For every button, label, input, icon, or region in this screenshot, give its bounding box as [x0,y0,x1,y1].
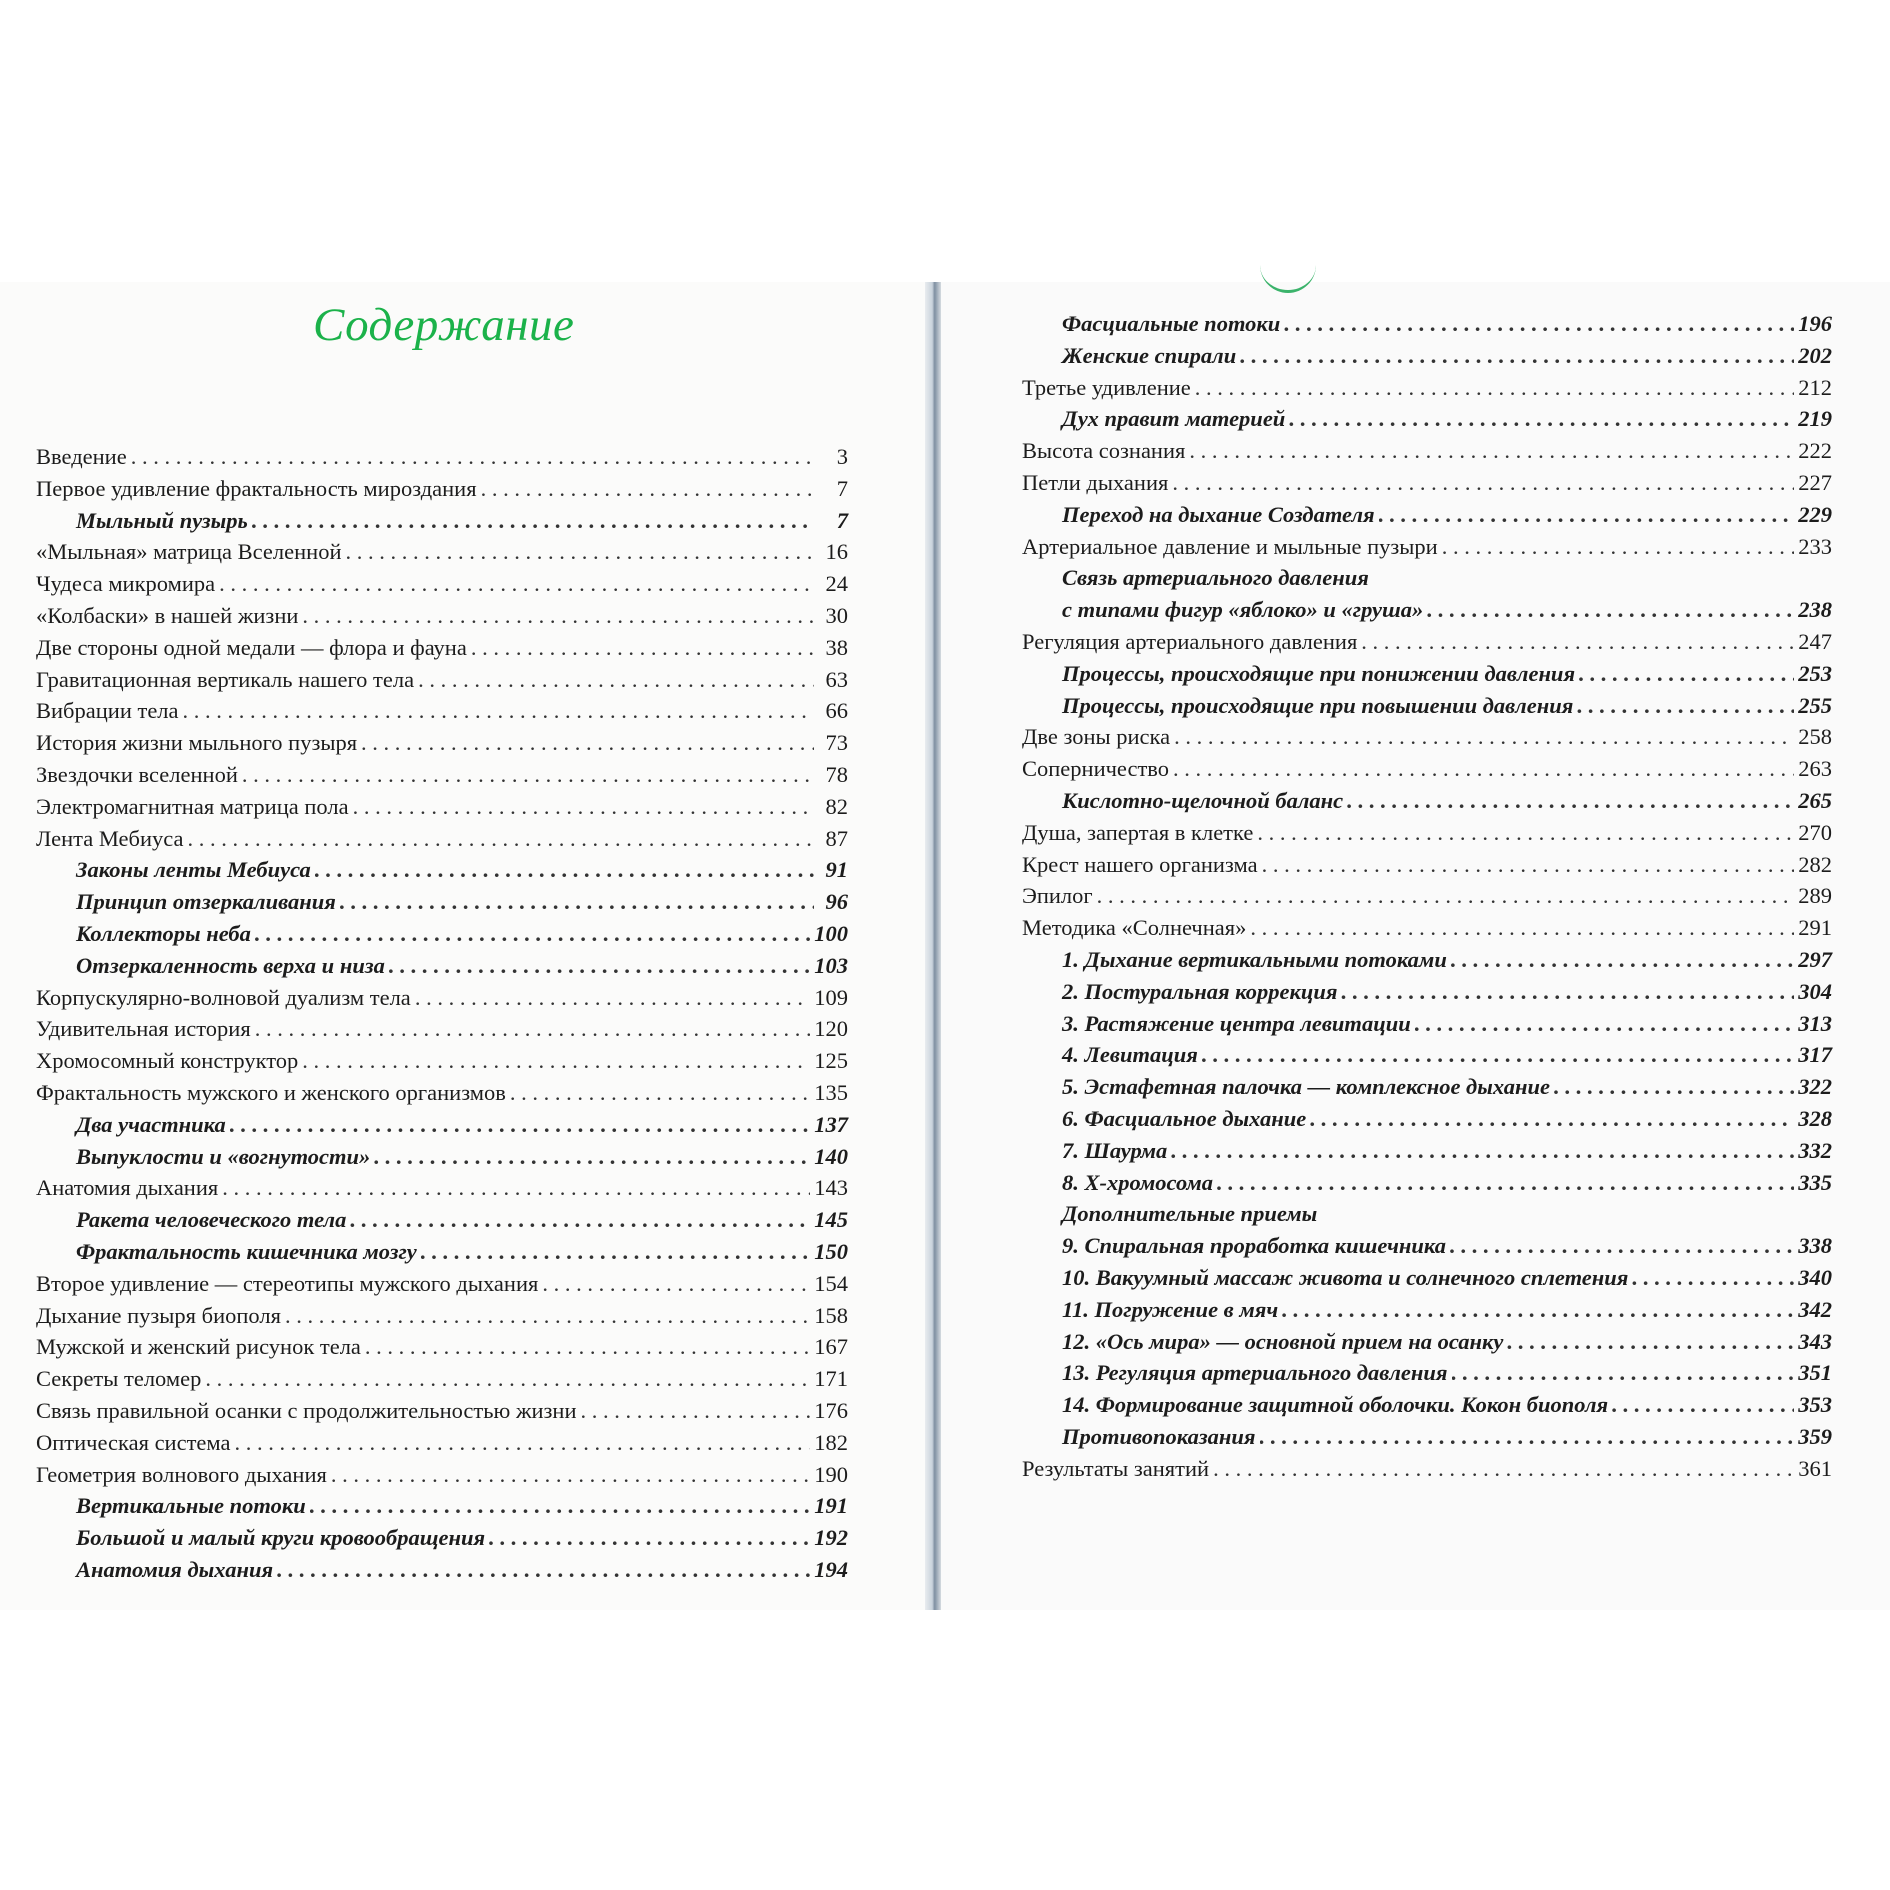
toc-leader-dots [1171,1135,1794,1167]
toc-entry-page: 335 [1798,1169,1832,1195]
toc-entry-page: 192 [814,1525,848,1551]
toc-entry-label: Анатомия дыхания [76,1556,274,1582]
toc-entry-page: 317 [1798,1042,1832,1068]
toc-entry-label: Ракета человеческого тела [76,1207,347,1233]
toc-entry-label: Эпилог [1022,883,1093,909]
toc-entry-label: Вибрации тела [36,698,179,724]
toc-entry [36,568,848,600]
toc-entry [36,886,848,918]
toc-entry-page: 270 [1798,819,1832,845]
toc-entry-page: 96 [825,889,848,915]
toc-entry-page: 233 [1798,533,1832,559]
toc-entry [1022,1262,1832,1294]
toc-entry-page: 16 [825,539,848,565]
toc-entry-label: Душа, запертая в клетке [1022,819,1254,845]
toc-entry-page: 212 [1798,374,1832,400]
toc-entry-label: Первое удивление фрактальность мироздания [36,475,477,501]
toc-entry-label: Переход на дыхание Создателя [1062,501,1375,527]
toc-entry-label: Дух правит материей [1062,406,1286,432]
toc-leader-dots [285,1300,810,1332]
toc-entry-page: 66 [825,698,848,724]
toc-leader-dots [1450,1230,1794,1262]
toc-entry-page: 351 [1798,1360,1832,1386]
toc-entry-page: 194 [814,1556,848,1582]
toc-leader-dots [542,1268,810,1300]
toc-entry [36,1300,848,1332]
toc-entry [1022,594,1832,626]
toc-entry-label: Два участника [76,1111,226,1137]
toc-entry-label: Удивительная история [36,1016,251,1042]
toc-entry-label: 1. Дыхание вертикальными потоками [1062,946,1447,972]
toc-entry [1022,1135,1832,1167]
toc-entry-page: 342 [1798,1296,1832,1322]
toc-leader-dots [222,1172,810,1204]
toc-entry-label: Лента Мебиуса [36,825,184,851]
toc-entry [36,1268,848,1300]
toc-leader-dots [1442,531,1795,563]
toc-leader-dots [1257,817,1794,849]
toc-entry [36,1077,848,1109]
toc-entry-label: Дополнительные приемы [1062,1201,1318,1227]
toc-leader-dots [188,823,814,855]
toc-entry [36,918,848,950]
toc-leader-dots [310,1490,811,1522]
toc-entry-label: Секреты теломер [36,1366,202,1392]
toc-entry-page: 82 [825,793,848,819]
toc-leader-dots [481,473,814,505]
toc-leader-dots [1195,372,1794,404]
toc-entry-page: 182 [814,1429,848,1455]
toc-entry-page: 313 [1798,1010,1832,1036]
toc-entry-page: 171 [814,1366,848,1392]
toc-entry-label: 8. Х-хромосома [1062,1169,1214,1195]
toc-entry [1022,435,1832,467]
toc-entry-label: Коллекторы неба [76,920,251,946]
toc-entry [36,1427,848,1459]
toc-entry [36,1395,848,1427]
toc-entry-label: 12. «Ось мира» — основной прием на осанку [1062,1328,1504,1354]
toc-entry-page: 227 [1798,469,1832,495]
toc-entry-page: 263 [1798,756,1832,782]
toc-entry [36,727,848,759]
toc-entry [1022,531,1832,563]
toc-entry-label: Оптическая система [36,1429,231,1455]
toc-leader-dots [1379,499,1795,531]
toc-entry-page: 190 [814,1461,848,1487]
toc-entry-page: 137 [814,1111,848,1137]
toc-entry-label: 3. Растяжение центра левитации [1062,1010,1411,1036]
toc-entry [1022,1357,1832,1389]
toc-leader-dots [365,1331,810,1363]
toc-leader-dots [1361,626,1794,658]
toc-leader-dots [1289,403,1794,435]
toc-entry-page: 328 [1798,1105,1832,1131]
toc-leader-dots [389,950,810,982]
toc-leader-dots [1174,721,1794,753]
toc-leader-dots [255,1013,811,1045]
toc-entry-label: Процессы, происходящие при понижении давления [1062,660,1576,686]
toc-entry-label: Фрактальность кишечника мозгу [76,1238,417,1264]
toc-entry-label: Дыхание пузыря биополя [36,1302,281,1328]
toc-entry-page: 353 [1798,1392,1832,1418]
toc-entry-page: 145 [814,1207,848,1233]
toc-leader-dots [1213,1453,1794,1485]
toc-entry [1022,1230,1832,1262]
toc-left-column [36,441,848,1586]
toc-entry-label: 5. Эстафетная палочка — комплексное дыхание [1062,1074,1551,1100]
toc-entry [1022,912,1832,944]
toc-entry-page: 238 [1798,597,1832,623]
toc-leader-dots [1451,944,1794,976]
toc-leader-dots [1347,785,1794,817]
toc-entry-page: 103 [814,952,848,978]
toc-entry [1022,1326,1832,1358]
toc-entry [1022,1071,1832,1103]
toc-entry [1022,1039,1832,1071]
toc-entry-page: 154 [814,1270,848,1296]
toc-entry-label: Соперничество [1022,756,1170,782]
toc-entry [36,791,848,823]
toc-entry-label: 13. Регуляция артериального давления [1062,1360,1448,1386]
toc-entry-page: 125 [814,1048,848,1074]
toc-entry [1022,721,1832,753]
toc-entry-label: Вертикальные потоки [76,1493,306,1519]
toc-entry [36,632,848,664]
toc-entry-label: Чудеса микромира [36,571,216,597]
toc-entry [36,1109,848,1141]
toc-leader-dots [1284,308,1794,340]
toc-leader-dots [415,982,810,1014]
toc-entry-page: 289 [1798,883,1832,909]
toc-entry-page: 120 [814,1016,848,1042]
toc-entry-page: 158 [814,1302,848,1328]
toc-entry-page: 340 [1798,1264,1832,1290]
toc-entry-label: Второе удивление — стереотипы мужского дыхания [36,1270,539,1296]
toc-entry [1022,1103,1832,1135]
toc-entry-page: 338 [1798,1233,1832,1259]
toc-leader-dots [1612,1389,1794,1421]
toc-entry [1022,403,1832,435]
toc-entry-label: «Мыльная» матрица Вселенной [36,539,342,565]
toc-entry-label: Высота сознания [1022,438,1186,464]
toc-entry-page: 38 [825,634,848,660]
toc-leader-dots [1632,1262,1794,1294]
toc-entry [36,1236,848,1268]
toc-entry [36,536,848,568]
toc-entry-page: 3 [836,444,848,469]
toc-entry-label: 11. Погружение в мяч [1062,1296,1279,1322]
toc-leader-dots [302,1045,810,1077]
toc-entry-label: Две стороны одной медали — флора и фауна [36,634,467,660]
toc-entry [1022,880,1832,912]
toc-entry [1022,1389,1832,1421]
toc-entry [36,1172,848,1204]
toc-entry [1022,849,1832,881]
toc-entry-label: 9. Спиральная проработка кишечника [1062,1233,1446,1259]
toc-entry-page: 343 [1798,1328,1832,1354]
toc-leader-dots [255,918,810,950]
book-gutter [925,282,941,1610]
toc-leader-dots [1189,435,1794,467]
toc-entry-page: 78 [825,761,848,787]
toc-entry-page: 73 [825,730,848,756]
toc-entry-page: 255 [1798,692,1832,718]
toc-entry [36,1522,848,1554]
toc-leader-dots [471,632,814,664]
toc-entry-label: Выпуклости и «вогнутости» [76,1143,371,1169]
toc-entry [1022,658,1832,690]
toc-entry-label: Методика «Солнечная» [1022,915,1247,941]
toc-entry-page: 7 [836,507,848,533]
toc-entry [1022,499,1832,531]
toc-entry [1022,340,1832,372]
toc-entry-label: 10. Вакуумный массаж живота и солнечного сплетения [1062,1264,1629,1290]
toc-entry [36,759,848,791]
toc-leader-dots [230,1109,810,1141]
toc-leader-dots [1554,1071,1794,1103]
toc-leader-dots [1579,658,1794,690]
toc-entry-label: Электромагнитная матрица пола [36,793,349,819]
toc-entry-page: 282 [1798,851,1832,877]
toc-title: Содержание [313,299,575,351]
toc-entry-page: 361 [1798,1455,1832,1481]
toc-leader-dots [1310,1103,1794,1135]
toc-leader-dots [353,791,814,823]
toc-leader-dots [1452,1357,1795,1389]
toc-entry-page: 222 [1798,438,1832,464]
toc-leader-dots [234,1427,810,1459]
toc-right-column [1022,308,1832,1484]
toc-leader-dots [1577,690,1794,722]
toc-leader-dots [131,441,814,473]
toc-entry [36,1459,848,1491]
toc-entry [36,441,848,473]
toc-entry [1022,817,1832,849]
toc-leader-dots [340,886,814,918]
toc-leader-dots [361,727,814,759]
toc-leader-dots [1341,976,1794,1008]
toc-leader-dots [1262,849,1795,881]
toc-entry-label: 7. Шаурма [1062,1137,1168,1163]
toc-entry [36,1045,848,1077]
toc-entry-page: 247 [1798,628,1832,654]
toc-leader-dots [252,505,814,537]
toc-entry-label: История жизни мыльного пузыря [36,730,358,756]
toc-entry-label: 6. Фасциальное дыхание [1062,1105,1307,1131]
toc-leader-dots [1173,753,1794,785]
toc-entry-page: 7 [836,475,848,501]
toc-leader-dots [489,1522,810,1554]
toc-entry-label: Геометрия волнового дыхания [36,1461,327,1487]
toc-leader-dots [1217,1167,1794,1199]
toc-entry [1022,562,1832,594]
toc-leader-dots [510,1077,810,1109]
toc-entry [36,950,848,982]
toc-entry [1022,1294,1832,1326]
toc-leader-dots [315,854,814,886]
toc-entry-page: 265 [1798,787,1832,813]
toc-entry-label: Противопоказания [1062,1423,1256,1449]
toc-entry-page: 253 [1798,660,1832,686]
toc-entry [36,1204,848,1236]
toc-entry-label: с типами фигур «яблоко» и «груша» [1062,597,1424,623]
toc-entry-label: Гравитационная вертикаль нашего тела [36,666,415,692]
toc-entry [1022,1421,1832,1453]
toc-leader-dots [1097,880,1795,912]
toc-entry-label: Принцип отзеркаливания [76,889,336,915]
toc-entry-page: 30 [825,602,848,628]
toc-entry-page: 359 [1798,1423,1832,1449]
toc-leader-dots [1202,1039,1794,1071]
toc-entry-label: Связь артериального давления [1062,565,1369,591]
toc-leader-dots [242,759,814,791]
toc-leader-dots [581,1395,811,1427]
toc-leader-dots [1260,1421,1795,1453]
toc-leader-dots [374,1141,810,1173]
toc-entry [36,664,848,696]
toc-entry [1022,1453,1832,1485]
toc-entry-label: Регуляция артериального давления [1022,628,1358,654]
toc-leader-dots [1250,912,1794,944]
toc-entry [1022,785,1832,817]
toc-leader-dots [219,568,814,600]
toc-entry-page: 24 [825,571,848,597]
toc-leader-dots [1507,1326,1794,1358]
toc-entry-page: 304 [1798,978,1832,1004]
toc-entry-label: Анатомия дыхания [36,1175,219,1201]
toc-entry [1022,1008,1832,1040]
toc-entry-label: Фрактальность мужского и женского организмов [36,1079,506,1105]
toc-entry [36,854,848,886]
toc-leader-dots [350,1204,810,1236]
toc-leader-dots [1415,1008,1795,1040]
toc-entry-label: Хромосомный конструктор [36,1048,299,1074]
toc-entry-page: 140 [814,1143,848,1169]
toc-entry [1022,753,1832,785]
toc-entry-page: 258 [1798,724,1832,750]
toc-leader-dots [205,1363,810,1395]
toc-leader-dots [331,1459,810,1491]
toc-entry [1022,976,1832,1008]
toc-entry [1022,467,1832,499]
toc-entry-page: 229 [1798,501,1832,527]
toc-entry-page: 135 [814,1079,848,1105]
toc-entry-label: Отзеркаленность верха и низа [76,952,385,978]
toc-entry-label: «Колбаски» в нашей жизни [36,602,299,628]
toc-entry-page: 109 [814,984,848,1010]
toc-entry [1022,308,1832,340]
toc-leader-dots [277,1554,810,1586]
toc-entry [36,823,848,855]
toc-entry-label: Звездочки вселенной [36,761,238,787]
toc-leader-dots [183,695,814,727]
toc-leader-dots [1172,467,1794,499]
toc-entry [36,505,848,537]
toc-entry-label: Третье удивление [1022,374,1191,400]
toc-entry [1022,1198,1832,1230]
toc-entry-page: 143 [814,1175,848,1201]
toc-entry [1022,690,1832,722]
toc-leader-dots [1240,340,1794,372]
toc-leader-dots [421,1236,810,1268]
toc-leader-dots [418,664,814,696]
toc-entry-page: 202 [1798,342,1832,368]
toc-entry-page: 91 [825,857,848,883]
toc-entry-page: 291 [1798,915,1832,941]
toc-leader-dots [346,536,815,568]
toc-entry-page: 196 [1798,311,1832,336]
toc-entry-page: 167 [814,1334,848,1360]
toc-entry [36,1331,848,1363]
toc-entry-page: 150 [814,1238,848,1264]
toc-entry-label: Большой и малый круги кровообращения [76,1525,486,1551]
toc-entry-label: 4. Левитация [1062,1042,1198,1068]
toc-leader-dots [302,600,814,632]
toc-entry-page: 87 [825,825,848,851]
toc-entry [36,600,848,632]
toc-entry [36,1141,848,1173]
toc-entry [1022,626,1832,658]
toc-entry-label: 2. Постуральная коррекция [1062,978,1338,1004]
toc-entry-page: 332 [1798,1137,1832,1163]
toc-entry [36,473,848,505]
toc-entry-page: 63 [825,666,848,692]
toc-leader-dots [1427,594,1794,626]
toc-entry-label: Петли дыхания [1022,469,1169,495]
toc-entry-label: Женские спирали [1062,342,1237,368]
toc-entry-page: 100 [814,920,848,946]
toc-entry [36,1013,848,1045]
toc-entry-label: Процессы, происходящие при повышении давления [1062,692,1574,718]
toc-entry-label: Корпускулярно-волновой дуализм тела [36,984,411,1010]
toc-entry-label: Фасциальные потоки [1062,311,1281,336]
toc-entry-label: Введение [36,444,127,469]
toc-entry [36,1490,848,1522]
toc-entry-label: Мыльный пузырь [76,507,248,533]
toc-leader-dots [1282,1294,1794,1326]
toc-entry-page: 297 [1798,946,1832,972]
toc-entry [1022,372,1832,404]
toc-entry [1022,944,1832,976]
toc-entry [1022,1167,1832,1199]
toc-entry-label: Мужской и женский рисунок тела [36,1334,361,1360]
toc-entry-page: 322 [1798,1074,1832,1100]
toc-entry-label: Связь правильной осанки с продолжительностью жизни [36,1397,577,1423]
toc-entry-label: Крест нашего организма [1022,851,1258,877]
toc-entry-label: Результаты занятий [1022,1455,1210,1481]
toc-entry-label: Законы ленты Мебиуса [76,857,311,883]
toc-entry-label: Кислотно-щелочной баланс [1062,787,1344,813]
toc-entry [36,982,848,1014]
toc-entry-label: Две зоны риска [1022,724,1171,750]
toc-entry-page: 176 [814,1397,848,1423]
toc-entry-label: Артериальное давление и мыльные пузыри [1022,533,1438,559]
toc-entry [36,695,848,727]
toc-entry [36,1554,848,1586]
toc-entry [36,1363,848,1395]
toc-entry-label: 14. Формирование защитной оболочки. Кокон биополя [1062,1392,1609,1418]
toc-entry-page: 191 [814,1493,848,1519]
toc-entry-page: 219 [1798,406,1832,432]
